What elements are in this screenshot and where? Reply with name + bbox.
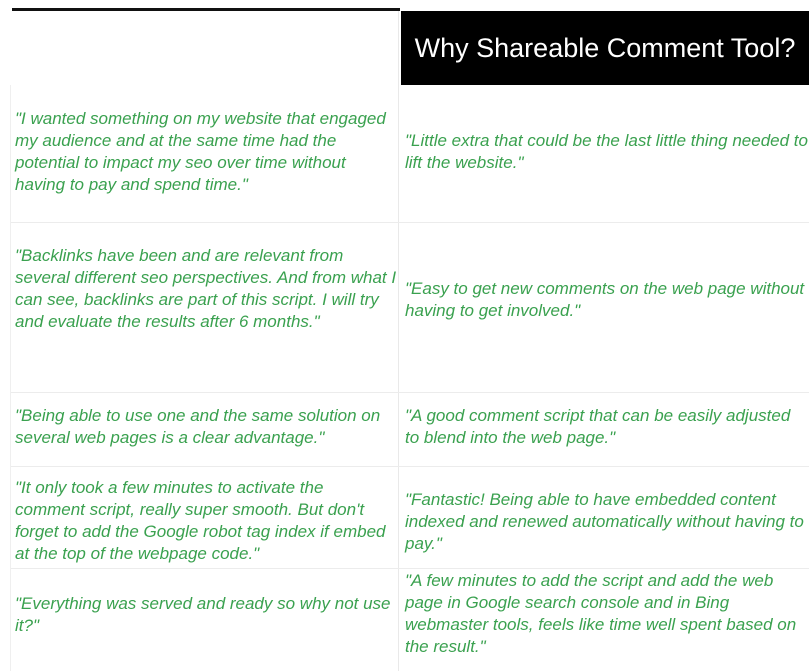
top-rule — [12, 8, 400, 11]
row-divider — [11, 466, 809, 467]
testimonial-left-3: "Being able to use one and the same solution on several web pages is a clear advantage." — [15, 406, 381, 447]
testimonial-right-5: "A few minutes to add the script and add the web page in Google search console and in Bing webmaster tools, feels like time well spent based on the result." — [405, 571, 797, 656]
testimonial-left-2: "Backlinks have been and are relevant from several different seo perspectives. And from what I can see, backlinks are part of this script. I will try and evaluate the results after 6 months." — [15, 246, 397, 331]
testimonial-right-2: "Easy to get new comments on the web page without having to get involved." — [405, 279, 805, 320]
row-divider — [11, 222, 809, 223]
testimonial-left-4: "It only took a few minutes to activate the comment script, really super smooth. But don't forget to add the Google robot tag index if embed at the top of the webpage code." — [15, 478, 386, 563]
testimonial-right-4: "Fantastic! Being able to have embedded content indexed and renewed automatically without having to pay." — [405, 490, 804, 553]
section-heading — [401, 11, 809, 85]
table-left-edge — [10, 85, 11, 671]
row-divider — [11, 392, 809, 393]
section-heading-text: Why Shareable Comment Tool? — [414, 33, 796, 63]
column-divider — [398, 11, 399, 671]
row-divider — [11, 568, 809, 569]
testimonial-right-3: "A good comment script that can be easily adjusted to blend into the web page." — [405, 406, 791, 447]
testimonial-left-5: "Everything was served and ready so why not use it?" — [15, 594, 391, 635]
testimonial-right-1: "Little extra that could be the last little thing needed to lift the website." — [405, 131, 808, 172]
testimonial-left-1: "I wanted something on my website that engaged my audience and at the same time had the potential to impact my seo over time without having to pay and spend time." — [15, 109, 386, 194]
